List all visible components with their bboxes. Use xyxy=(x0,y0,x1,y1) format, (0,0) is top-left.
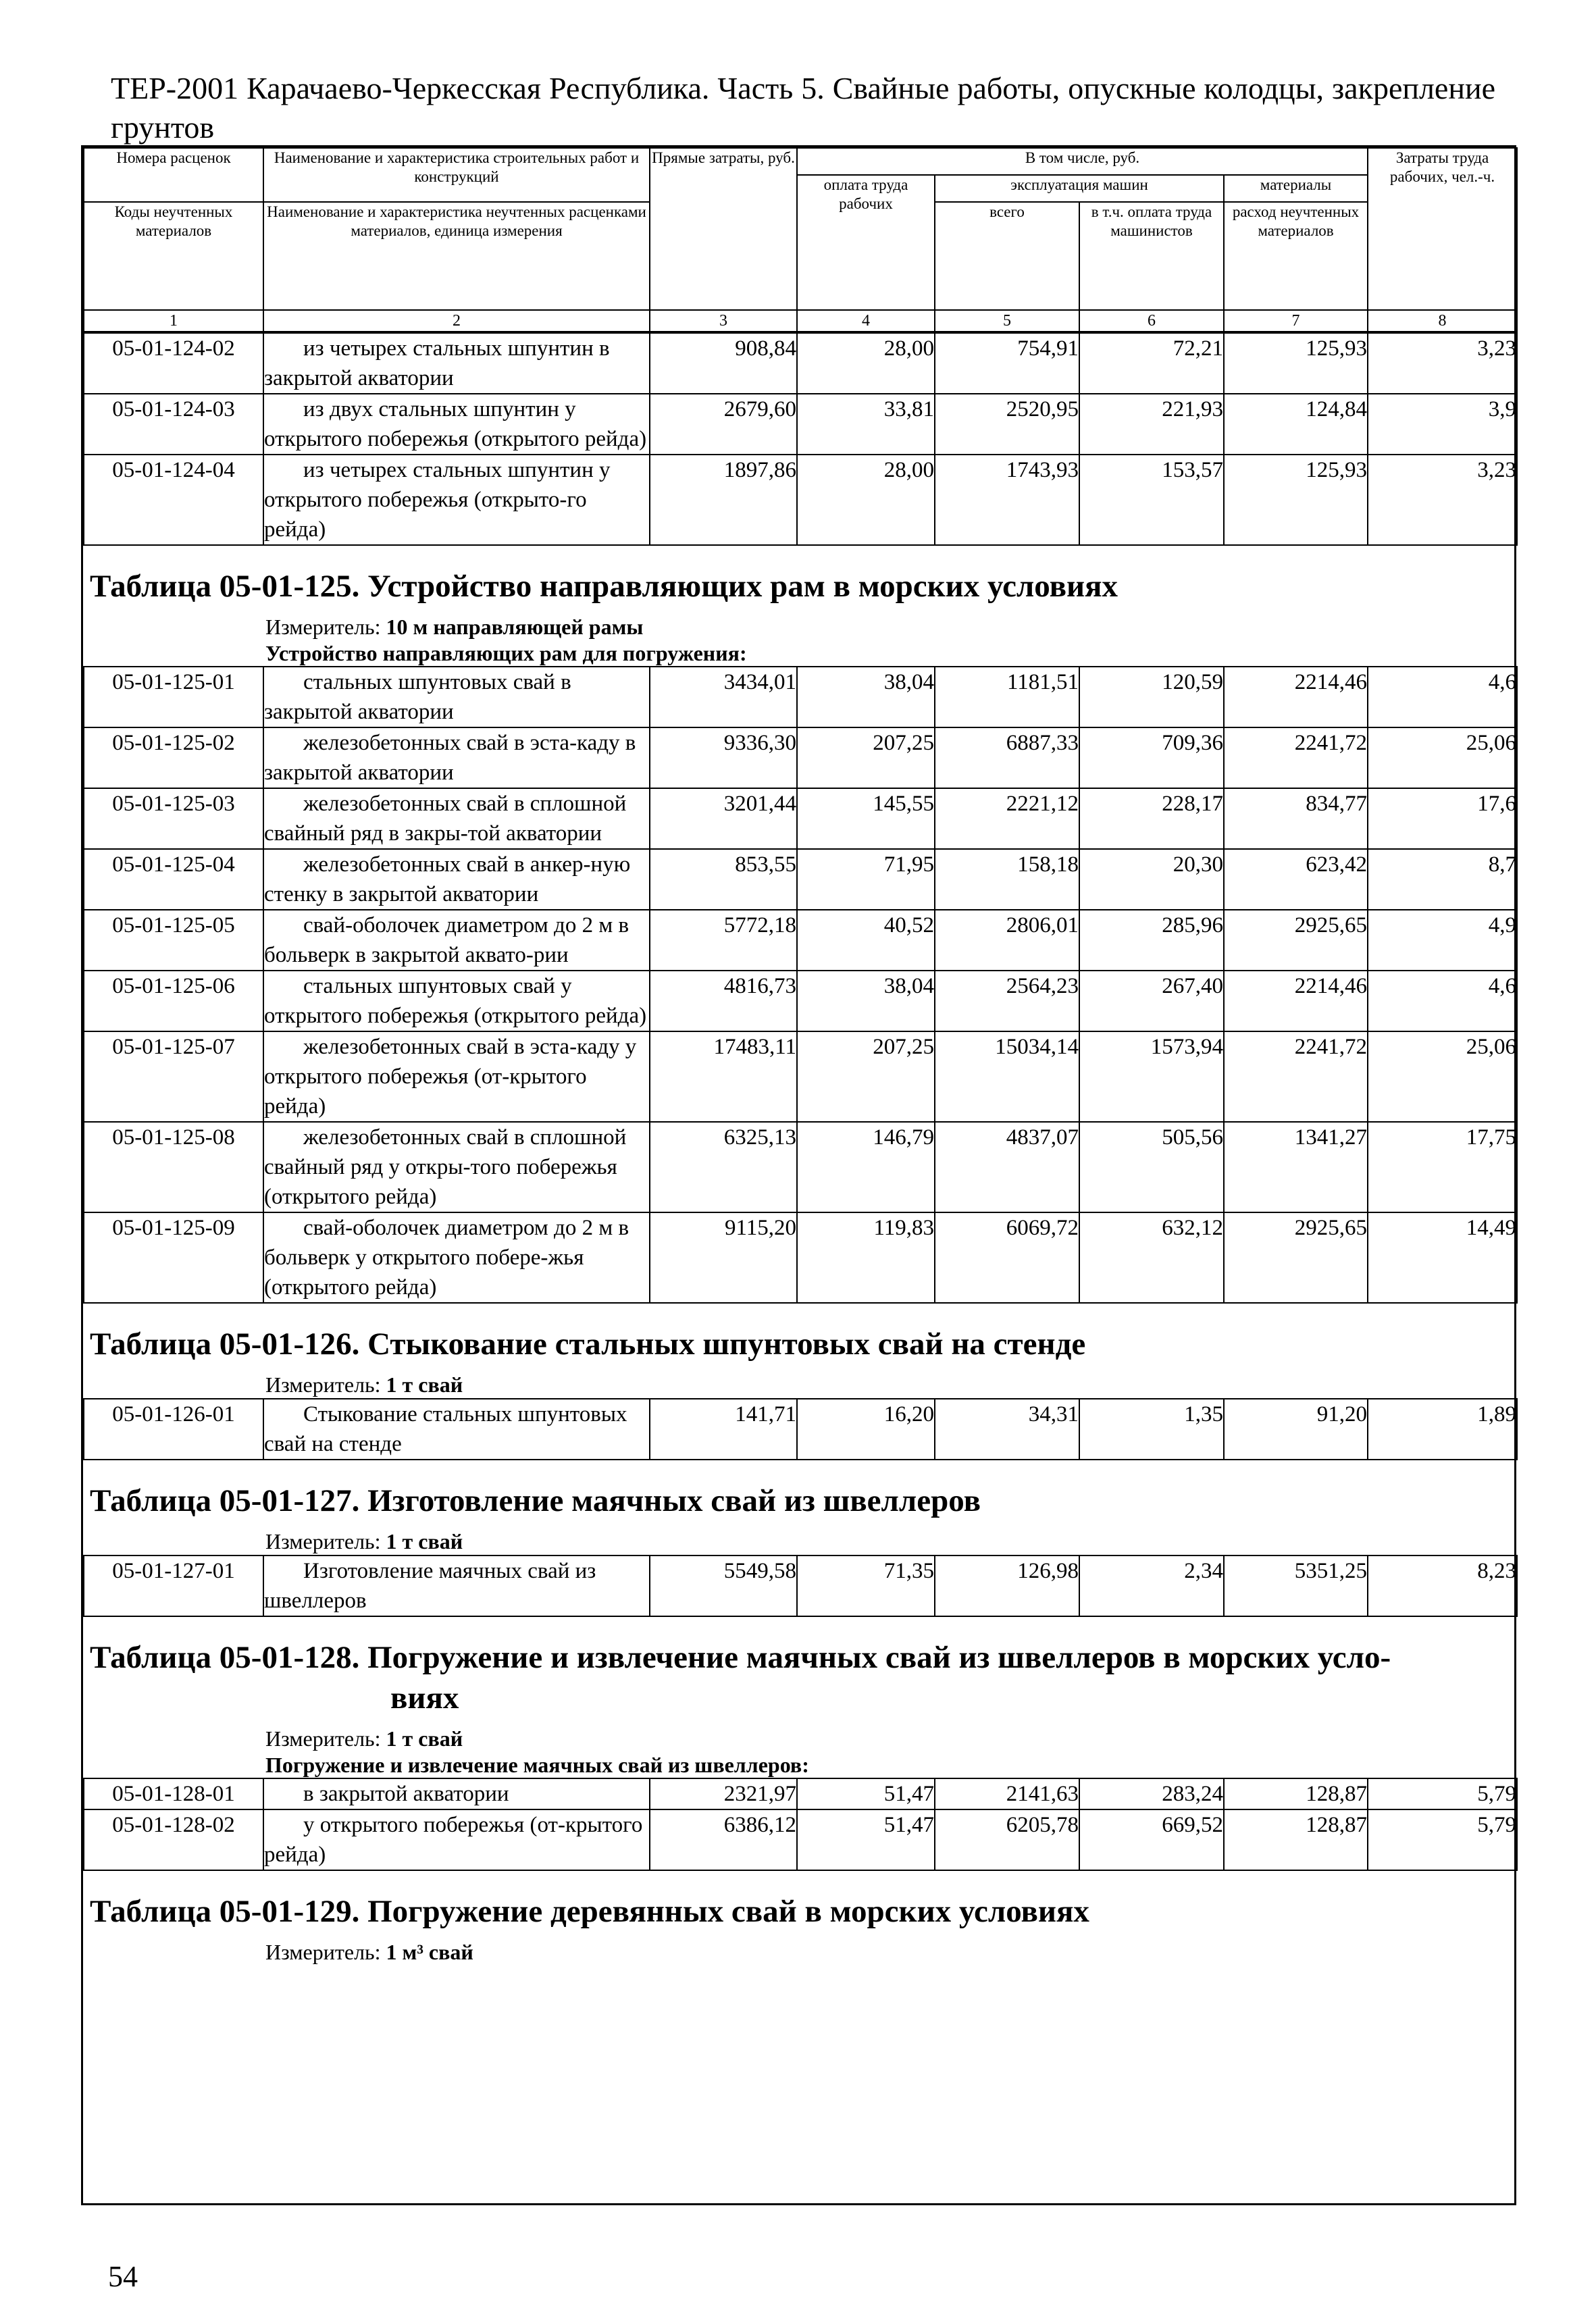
worker-wages: 16,20 xyxy=(797,1399,935,1460)
measure-value: 1 т свай xyxy=(386,1726,463,1751)
machine-cost: 754,91 xyxy=(935,333,1079,394)
labor-cost: 1,89 xyxy=(1368,1399,1517,1460)
direct-cost: 5549,58 xyxy=(650,1555,797,1616)
operator-wages: 632,12 xyxy=(1079,1212,1224,1303)
header-codes-top: Номера расценок xyxy=(84,148,263,202)
table-126-measure xyxy=(83,1371,1514,1398)
work-name xyxy=(263,1555,650,1616)
work-name xyxy=(263,788,650,849)
materials-cost: 1341,27 xyxy=(1224,1122,1368,1212)
table-124-rows xyxy=(83,332,1518,546)
col-number: 4 xyxy=(797,310,935,332)
machine-cost: 158,18 xyxy=(935,849,1079,910)
direct-cost: 1897,86 xyxy=(650,455,797,545)
materials-cost: 128,87 xyxy=(1224,1778,1368,1809)
table-row xyxy=(84,1122,1517,1212)
table-128-body xyxy=(84,1778,1517,1870)
work-name xyxy=(263,1212,650,1303)
labor-cost: 25,06 xyxy=(1368,727,1517,788)
work-name-text: железобетонных свай в сплошной свайный ряд у откры-того побережья (открытого рейда) xyxy=(264,1125,627,1209)
materials-cost: 2241,72 xyxy=(1224,1031,1368,1122)
table-126-rows xyxy=(83,1398,1518,1460)
direct-cost: 9336,30 xyxy=(650,727,797,788)
machine-cost: 6205,78 xyxy=(935,1809,1079,1870)
table-128-section: Погружение и извлечение маячных свай из швеллеров: xyxy=(265,1753,809,1777)
labor-cost: 8,23 xyxy=(1368,1555,1517,1616)
worker-wages: 71,95 xyxy=(797,849,935,910)
col-number: 5 xyxy=(935,310,1079,332)
work-name-text: из четырех стальных шпунтин в закрытой акватории xyxy=(264,336,610,390)
table-128-rows xyxy=(83,1778,1518,1871)
header-materials: материалы xyxy=(1224,175,1368,202)
machine-cost: 6887,33 xyxy=(935,727,1079,788)
table-row xyxy=(84,727,1517,788)
header-machines-wages: в т.ч. оплата труда машинистов xyxy=(1079,202,1224,310)
operator-wages: 1573,94 xyxy=(1079,1031,1224,1122)
table-row xyxy=(84,1778,1517,1809)
rate-code: 05-01-125-08 xyxy=(84,1122,263,1212)
materials-cost: 124,84 xyxy=(1224,394,1368,455)
table-125-body xyxy=(84,667,1517,1303)
labor-cost: 5,79 xyxy=(1368,1809,1517,1870)
col-number: 1 xyxy=(84,310,263,332)
machine-cost: 126,98 xyxy=(935,1555,1079,1616)
materials-cost: 2214,46 xyxy=(1224,971,1368,1031)
labor-cost: 4,9 xyxy=(1368,910,1517,971)
table-row xyxy=(84,1399,1517,1460)
operator-wages: 72,21 xyxy=(1079,333,1224,394)
labor-cost: 3,23 xyxy=(1368,333,1517,394)
direct-cost: 3434,01 xyxy=(650,667,797,727)
rate-code: 05-01-128-02 xyxy=(84,1809,263,1870)
operator-wages: 267,40 xyxy=(1079,971,1224,1031)
operator-wages: 153,57 xyxy=(1079,455,1224,545)
measure-value: 1 т свай xyxy=(386,1372,463,1397)
table-127-title: Таблица 05-01-127. Изготовление маячных свай из швеллеров xyxy=(90,1483,981,1518)
header-machines: эксплуатация машин xyxy=(935,175,1224,202)
worker-wages: 38,04 xyxy=(797,667,935,727)
labor-cost: 17,6 xyxy=(1368,788,1517,849)
work-name-text: железобетонных свай в анкер-ную стенку в закрытой акватории xyxy=(264,852,631,906)
work-name xyxy=(263,1399,650,1460)
table-126-body xyxy=(84,1399,1517,1460)
machine-cost: 1743,93 xyxy=(935,455,1079,545)
col-number: 8 xyxy=(1368,310,1517,332)
work-name-text: железобетонных свай в эста-каду у открытого побережья (от-крытого рейда) xyxy=(264,1035,637,1119)
labor-cost: 3,9 xyxy=(1368,394,1517,455)
table-128-title-line1: Таблица 05-01-128. Погружение и извлечение маячных свай из швеллеров в морских усло- xyxy=(90,1640,1391,1675)
header-incl: В том числе, руб. xyxy=(797,148,1368,175)
worker-wages: 38,04 xyxy=(797,971,935,1031)
work-name xyxy=(263,1778,650,1809)
direct-cost: 9115,20 xyxy=(650,1212,797,1303)
machine-cost: 6069,72 xyxy=(935,1212,1079,1303)
measure-label: Измеритель: xyxy=(265,1372,381,1397)
table-128-title xyxy=(83,1617,1514,1725)
table-row xyxy=(84,788,1517,849)
machine-cost: 15034,14 xyxy=(935,1031,1079,1122)
header-materials-sub: расход неучтенных материалов xyxy=(1224,202,1368,310)
rate-code: 05-01-125-05 xyxy=(84,910,263,971)
measure-label: Измеритель: xyxy=(265,1529,381,1553)
col-number: 2 xyxy=(263,310,650,332)
table-125-measure xyxy=(83,613,1514,640)
worker-wages: 146,79 xyxy=(797,1122,935,1212)
materials-cost: 2241,72 xyxy=(1224,727,1368,788)
page-number: 54 xyxy=(108,2260,138,2293)
machine-cost: 34,31 xyxy=(935,1399,1079,1460)
direct-cost: 4816,73 xyxy=(650,971,797,1031)
rate-code: 05-01-127-01 xyxy=(84,1555,263,1616)
materials-cost: 5351,25 xyxy=(1224,1555,1368,1616)
measure-label: Измеритель: xyxy=(265,1726,381,1751)
work-name-text: железобетонных свай в сплошной свайный ряд в закры-той акватории xyxy=(264,792,627,846)
table-row xyxy=(84,667,1517,727)
operator-wages: 709,36 xyxy=(1079,727,1224,788)
table-125-section: Устройство направляющих рам для погружения: xyxy=(265,641,747,665)
worker-wages: 51,47 xyxy=(797,1809,935,1870)
worker-wages: 207,25 xyxy=(797,727,935,788)
worker-wages: 28,00 xyxy=(797,333,935,394)
work-name-text: из двух стальных шпунтин у открытого побережья (открытого рейда) xyxy=(264,397,647,451)
labor-cost: 25,06 xyxy=(1368,1031,1517,1122)
header-labor: Затраты труда рабочих, чел.-ч. xyxy=(1368,148,1517,310)
rate-code: 05-01-125-04 xyxy=(84,849,263,910)
rate-code: 05-01-125-09 xyxy=(84,1212,263,1303)
page-header: ТЕР-2001 Карачаево-Черкесская Республика. Часть 5. Свайные работы, опускные колодцы, закрепление грунтов xyxy=(111,71,1495,145)
materials-cost: 128,87 xyxy=(1224,1809,1368,1870)
table-row xyxy=(84,394,1517,455)
work-name-text: у открытого побережья (от-крытого рейда) xyxy=(264,1813,643,1867)
direct-cost: 2321,97 xyxy=(650,1778,797,1809)
machine-cost: 2564,23 xyxy=(935,971,1079,1031)
direct-cost: 6386,12 xyxy=(650,1809,797,1870)
table-row xyxy=(84,1212,1517,1303)
operator-wages: 20,30 xyxy=(1079,849,1224,910)
work-name-text: свай-оболочек диаметром до 2 м в больверк у открытого побере-жья (открытого рейда) xyxy=(264,1216,629,1300)
work-name xyxy=(263,333,650,394)
worker-wages: 145,55 xyxy=(797,788,935,849)
table-129-measure xyxy=(83,1938,1514,1965)
rate-code: 05-01-125-01 xyxy=(84,667,263,727)
labor-cost: 4,6 xyxy=(1368,971,1517,1031)
operator-wages: 2,34 xyxy=(1079,1555,1224,1616)
table-125-rows xyxy=(83,666,1518,1304)
rate-code: 05-01-124-02 xyxy=(84,333,263,394)
col-number: 7 xyxy=(1224,310,1368,332)
header-direct: Прямые затраты, руб. xyxy=(650,148,797,310)
table-127-body xyxy=(84,1555,1517,1616)
materials-cost: 125,93 xyxy=(1224,455,1368,545)
table-row xyxy=(84,333,1517,394)
work-name xyxy=(263,971,650,1031)
machine-cost: 2141,63 xyxy=(935,1778,1079,1809)
norms-table-frame xyxy=(81,145,1516,2205)
col-number: 3 xyxy=(650,310,797,332)
operator-wages: 505,56 xyxy=(1079,1122,1224,1212)
work-name xyxy=(263,455,650,545)
direct-cost: 908,84 xyxy=(650,333,797,394)
direct-cost: 2679,60 xyxy=(650,394,797,455)
materials-cost: 834,77 xyxy=(1224,788,1368,849)
header-codes-bottom: Коды неучтенных материалов xyxy=(84,202,263,310)
work-name xyxy=(263,667,650,727)
work-name-text: Изготовление маячных свай из швеллеров xyxy=(264,1559,596,1613)
work-name xyxy=(263,1122,650,1212)
work-name xyxy=(263,394,650,455)
work-name-text: железобетонных свай в эста-каду в закрытой акватории xyxy=(264,731,636,785)
table-row xyxy=(84,455,1517,545)
labor-cost: 14,49 xyxy=(1368,1212,1517,1303)
direct-cost: 141,71 xyxy=(650,1399,797,1460)
measure-value: 10 м направляющей рамы xyxy=(386,615,644,639)
table-row xyxy=(84,910,1517,971)
direct-cost: 6325,13 xyxy=(650,1122,797,1212)
rate-code: 05-01-126-01 xyxy=(84,1399,263,1460)
operator-wages: 285,96 xyxy=(1079,910,1224,971)
machine-cost: 2806,01 xyxy=(935,910,1079,971)
top-rows-body xyxy=(84,333,1517,545)
rate-code: 05-01-124-03 xyxy=(84,394,263,455)
worker-wages: 28,00 xyxy=(797,455,935,545)
table-row xyxy=(84,849,1517,910)
machine-cost: 1181,51 xyxy=(935,667,1079,727)
header-wages: оплата труда рабочих xyxy=(797,175,935,310)
labor-cost: 3,23 xyxy=(1368,455,1517,545)
measure-label: Измеритель: xyxy=(265,1940,381,1964)
materials-cost: 125,93 xyxy=(1224,333,1368,394)
worker-wages: 207,25 xyxy=(797,1031,935,1122)
rate-code: 05-01-125-02 xyxy=(84,727,263,788)
worker-wages: 71,35 xyxy=(797,1555,935,1616)
operator-wages: 228,17 xyxy=(1079,788,1224,849)
labor-cost: 8,7 xyxy=(1368,849,1517,910)
materials-cost: 91,20 xyxy=(1224,1399,1368,1460)
direct-cost: 5772,18 xyxy=(650,910,797,971)
measure-label: Измеритель: xyxy=(265,615,381,639)
rate-code: 05-01-125-03 xyxy=(84,788,263,849)
rows-container xyxy=(83,147,1514,1965)
rate-code: 05-01-128-01 xyxy=(84,1778,263,1809)
machine-cost: 2520,95 xyxy=(935,394,1079,455)
table-127-rows xyxy=(83,1555,1518,1617)
direct-cost: 17483,11 xyxy=(650,1031,797,1122)
worker-wages: 119,83 xyxy=(797,1212,935,1303)
table-row xyxy=(84,1555,1517,1616)
materials-cost: 2214,46 xyxy=(1224,667,1368,727)
machine-cost: 2221,12 xyxy=(935,788,1079,849)
work-name-text: из четырех стальных шпунтин у открытого побережья (открыто-го рейда) xyxy=(264,458,611,542)
materials-cost: 2925,65 xyxy=(1224,1212,1368,1303)
operator-wages: 669,52 xyxy=(1079,1809,1224,1870)
header-name-bottom: Наименование и характеристика неучтенных расценками материалов, единица измерения xyxy=(263,202,650,310)
materials-cost: 2925,65 xyxy=(1224,910,1368,971)
work-name-text: стальных шпунтовых свай в закрытой акватории xyxy=(264,670,571,724)
work-name xyxy=(263,849,650,910)
operator-wages: 120,59 xyxy=(1079,667,1224,727)
header-machines-total: всего xyxy=(935,202,1079,310)
work-name-text: стальных шпунтовых свай у открытого побережья (открытого рейда) xyxy=(264,974,647,1028)
table-128-measure xyxy=(83,1725,1514,1752)
work-name-text: свай-оболочек диаметром до 2 м в больверк в закрытой аквато-рии xyxy=(264,913,629,967)
table-row xyxy=(84,971,1517,1031)
col-number: 6 xyxy=(1079,310,1224,332)
rate-code: 05-01-124-04 xyxy=(84,455,263,545)
table-row xyxy=(84,1809,1517,1870)
operator-wages: 1,35 xyxy=(1079,1399,1224,1460)
table-row xyxy=(84,1031,1517,1122)
materials-cost: 623,42 xyxy=(1224,849,1368,910)
direct-cost: 853,55 xyxy=(650,849,797,910)
operator-wages: 221,93 xyxy=(1079,394,1224,455)
labor-cost: 5,79 xyxy=(1368,1778,1517,1809)
worker-wages: 40,52 xyxy=(797,910,935,971)
worker-wages: 33,81 xyxy=(797,394,935,455)
operator-wages: 283,24 xyxy=(1079,1778,1224,1809)
table-129-title: Таблица 05-01-129. Погружение деревянных свай в морских условиях xyxy=(90,1894,1089,1929)
work-name xyxy=(263,910,650,971)
measure-value: 1 м³ свай xyxy=(386,1940,473,1964)
header-name-top: Наименование и характеристика строительных работ и конструкций xyxy=(263,148,650,202)
machine-cost: 4837,07 xyxy=(935,1122,1079,1212)
worker-wages: 51,47 xyxy=(797,1778,935,1809)
work-name xyxy=(263,727,650,788)
table-126-title: Таблица 05-01-126. Стыкование стальных шпунтовых свай на стенде xyxy=(90,1327,1086,1362)
table-127-measure xyxy=(83,1528,1514,1555)
labor-cost: 17,75 xyxy=(1368,1122,1517,1212)
work-name xyxy=(263,1031,650,1122)
labor-cost: 4,6 xyxy=(1368,667,1517,727)
rate-code: 05-01-125-06 xyxy=(84,971,263,1031)
table-125-title: Таблица 05-01-125. Устройство направляющих рам в морских условиях xyxy=(90,569,1118,604)
direct-cost: 3201,44 xyxy=(650,788,797,849)
work-name-text: Стыкование стальных шпунтовых свай на стенде xyxy=(264,1402,627,1456)
column-header xyxy=(83,147,1518,332)
measure-value: 1 т свай xyxy=(386,1529,463,1553)
work-name-text: в закрытой акватории xyxy=(303,1782,509,1806)
rate-code: 05-01-125-07 xyxy=(84,1031,263,1122)
table-128-title-line2: виях xyxy=(390,1680,459,1716)
work-name xyxy=(263,1809,650,1870)
